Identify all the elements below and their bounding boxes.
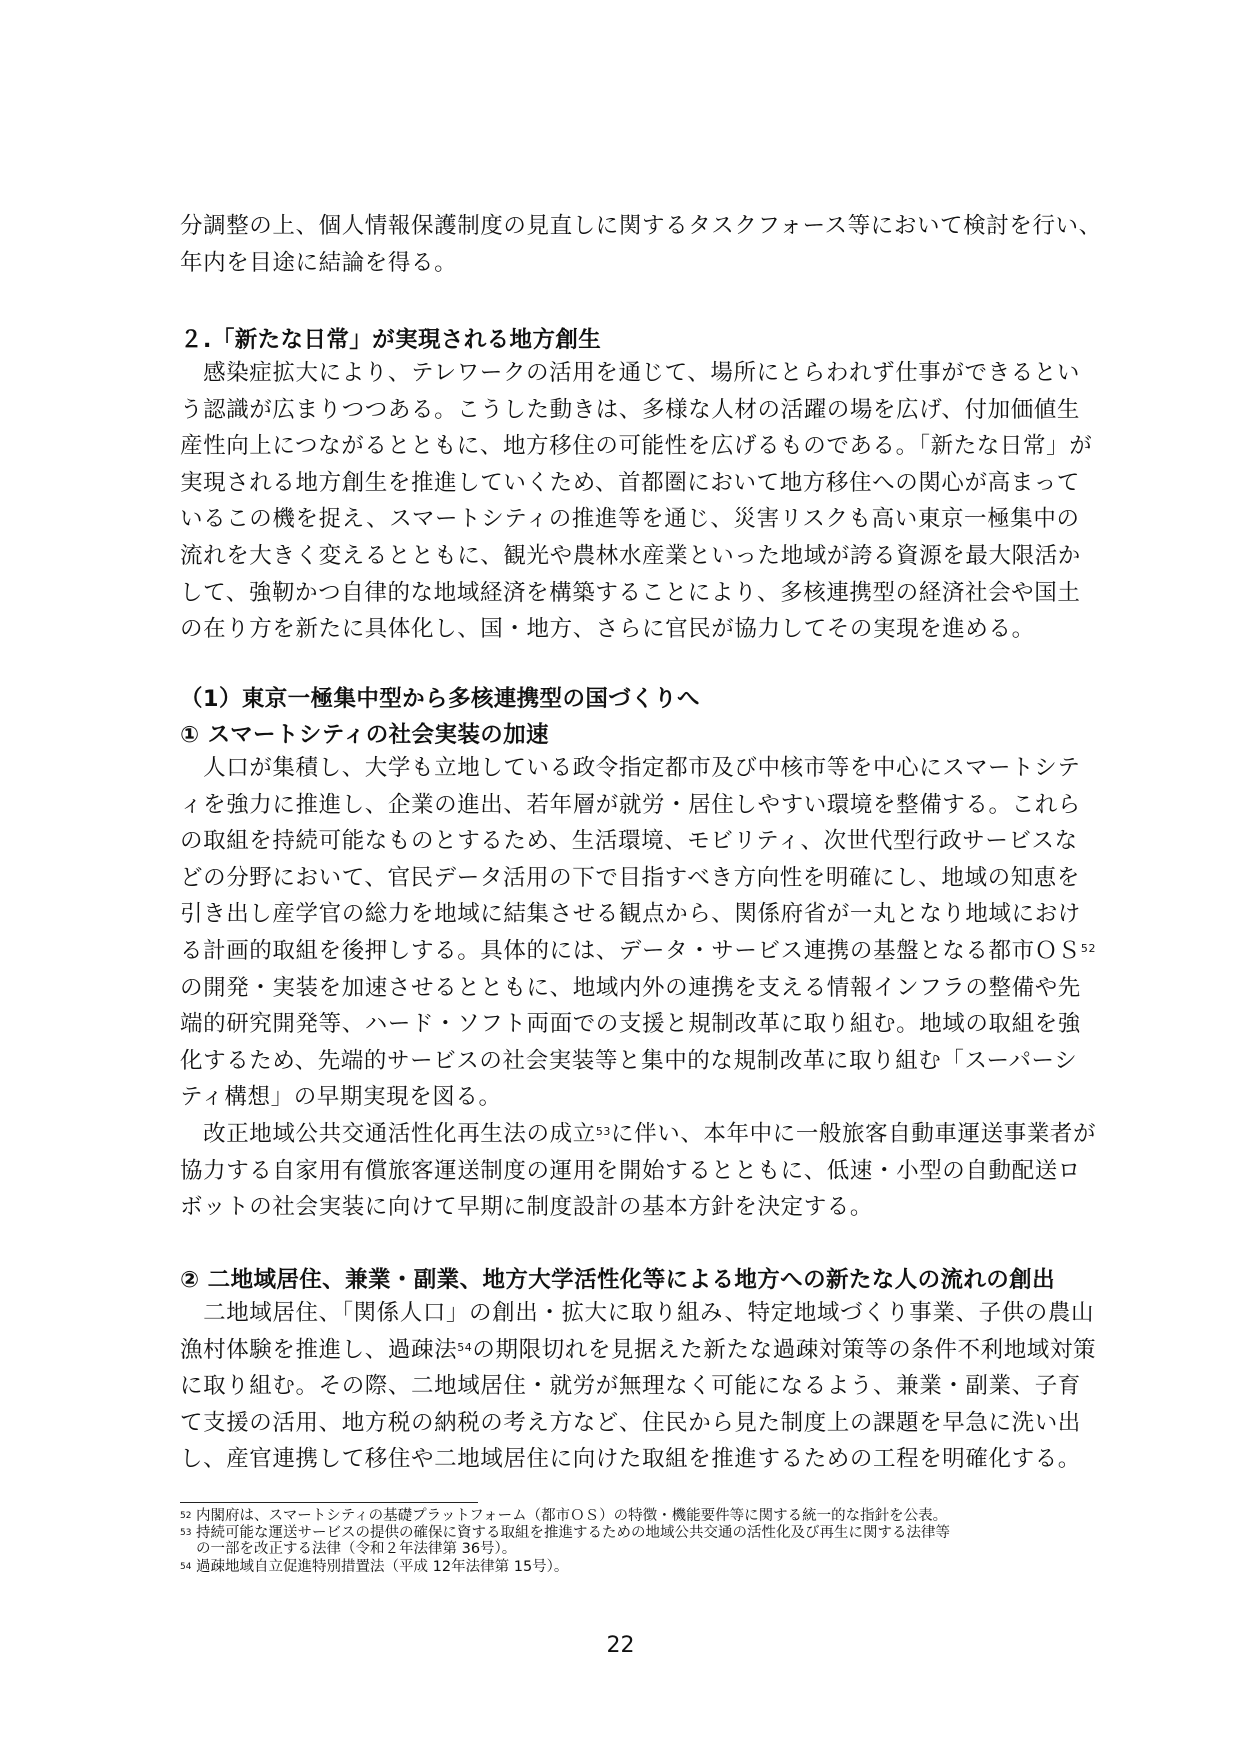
item-paragraph — [180, 1295, 1097, 1478]
footnote-ref: 53 — [595, 1124, 612, 1138]
text-line: どの分野において、官民データ活用の下で目指すべき方向性を明確にし、地域の知恵を — [180, 864, 1081, 891]
text-line: ティ構想」の早期実現を図る。 — [180, 1084, 502, 1111]
footnote-mark: 52 — [180, 1511, 192, 1521]
text-line: 引き出し産学官の総力を地域に結集させる観点から、関係府省が一丸となり地域におけ — [180, 901, 1081, 928]
text-line: 流れを大きく変えるとともに、観光や農林水産業といった地域が誇る資源を最大限活か — [180, 542, 1081, 569]
text-line — [180, 1116, 1097, 1153]
text-line: ボットの社会実装に向けて早期に制度設計の基本方針を決定する。 — [180, 1194, 874, 1221]
text-line: の在り方を新たに具体化し、国・地方、さらに官民が協力してその実現を進める。 — [180, 616, 1035, 643]
text-segment: の期限切れを見据えた新たな過疎対策等の条件不利地域対策 — [472, 1336, 1097, 1363]
footnote-text: 持続可能な運送サービスの提供の確保に資する取組を推進するための地域公共交通の活性化及び再生に関する法律等 — [191, 1525, 951, 1541]
footnote-ref: 52 — [1080, 941, 1097, 955]
text-line — [180, 1332, 1097, 1369]
footnote — [180, 1508, 1080, 1524]
text-line: 実現される地方創生を推進していくため、首都圏において地方移住への関心が高まって — [180, 469, 1081, 496]
section-heading: ２.「新たな日常」が実現される地方創生 — [180, 327, 602, 353]
footnote-mark: 53 — [180, 1528, 192, 1538]
text-line: の取組を持続可能なものとするため、生活環境、モビリティ、次世代型行政サービスな — [180, 828, 1078, 855]
text-segment: 改正地域公共交通活性化再生法の成立 — [180, 1120, 596, 1147]
text-line: 分調整の上、個人情報保護制度の見直しに関するタスクフォース等において検討を行い、 — [180, 213, 1102, 239]
text-segment: る計画的取組を後押しする。具体的には、データ・サービス連携の基盤となる都市ＯＳ — [180, 937, 1081, 964]
text-segment: 漁村体験を推進し、過疎法 — [180, 1336, 458, 1363]
text-line: て支援の活用、地方税の納税の考え方など、住民から見た制度上の課題を早急に洗い出 — [180, 1409, 1081, 1436]
text-line: に取り組む。その際、二地域居住・就労が無理なく可能になるよう、兼業・副業、子育 — [180, 1373, 1081, 1400]
footnote-ref: 54 — [457, 1340, 473, 1354]
text-line: し、産官連携して移住や二地域居住に向けた取組を推進するための工程を明確化する。 — [180, 1446, 1081, 1473]
text-line: ィを強力に推進し、企業の進出、若年層が就労・居住しやすい環境を整備する。これら — [180, 791, 1081, 818]
text-line: 化するため、先端的サービスの社会実装等と集中的な規制改革に取り組む「スーパーシ — [180, 1047, 1078, 1074]
text-line: う認識が広まりつつある。こうした動きは、多様な人材の活躍の場を広げ、付加価値生 — [180, 396, 1081, 423]
item-paragraph — [180, 750, 1097, 1226]
footnote-text: 内閣府は、スマートシティの基礎プラットフォーム（都市ＯＳ）の特徴・機能要件等に関する統一的な指針を公表。 — [191, 1508, 948, 1524]
text-line: 年内を目途に結論を得る。 — [180, 249, 458, 276]
text-line: して、強靭かつ自律的な地域経済を構築することにより、多核連携型の経済社会や国土 — [180, 579, 1081, 606]
text-line: 感染症拡大により、テレワークの活用を通じて、場所にとらわれず仕事ができるとい — [180, 360, 1081, 386]
text-line: 協力する自家用有償旅客運送制度の運用を開始するとともに、低速・小型の自動配送ロ — [180, 1157, 1081, 1184]
text-line: 産性向上につながるとともに、地方移住の可能性を広げるものである。「新たな日常」が — [180, 433, 1093, 460]
text-line: 端的研究開発等、ハード・ソフト両面での支援と規制改革に取り組む。地域の取組を強 — [180, 1011, 1081, 1038]
item-heading: ① スマートシティの社会実装の加速 — [180, 722, 549, 748]
footnote — [180, 1525, 1080, 1557]
subsection-heading: （1）東京一極集中型から多核連携型の国づくりへ — [180, 686, 700, 712]
item-heading: ② 二地域居住、兼業・副業、地方大学活性化等による地方への新たな人の流れの創出 — [180, 1267, 1055, 1293]
page-number: 22 — [606, 1633, 635, 1658]
section-paragraph — [180, 355, 1093, 648]
text-line: の開発・実装を加速させるとともに、地域内外の連携を支える情報インフラの整備や先 — [180, 974, 1081, 1001]
footnote-mark: 54 — [180, 1562, 192, 1572]
footnote-continuation: の一部を改正する法律（令和２年法律第 36号）。 — [196, 1541, 517, 1557]
text-line: 人口が集積し、大学も立地している政令指定都市及び中核市等を中心にスマートシテ — [180, 755, 1081, 781]
intro-paragraph — [180, 208, 1102, 281]
text-line: いるこの機を捉え、スマートシティの推進等を通じ、災害リスクも高い東京一極集中の — [180, 506, 1080, 533]
text-segment: に伴い、本年中に一般旅客自動車運送事業者が — [611, 1120, 1097, 1147]
text-line — [180, 933, 1097, 970]
footnote — [180, 1559, 1080, 1575]
footnote-text: 過疎地域自立促進特別措置法（平成 12年法律第 15号）。 — [191, 1559, 569, 1575]
text-line: 二地域居住、「関係人口」の創出・拡大に取り組み、特定地域づくり事業、子供の農山 — [180, 1300, 1095, 1326]
footnote-divider — [180, 1502, 478, 1503]
